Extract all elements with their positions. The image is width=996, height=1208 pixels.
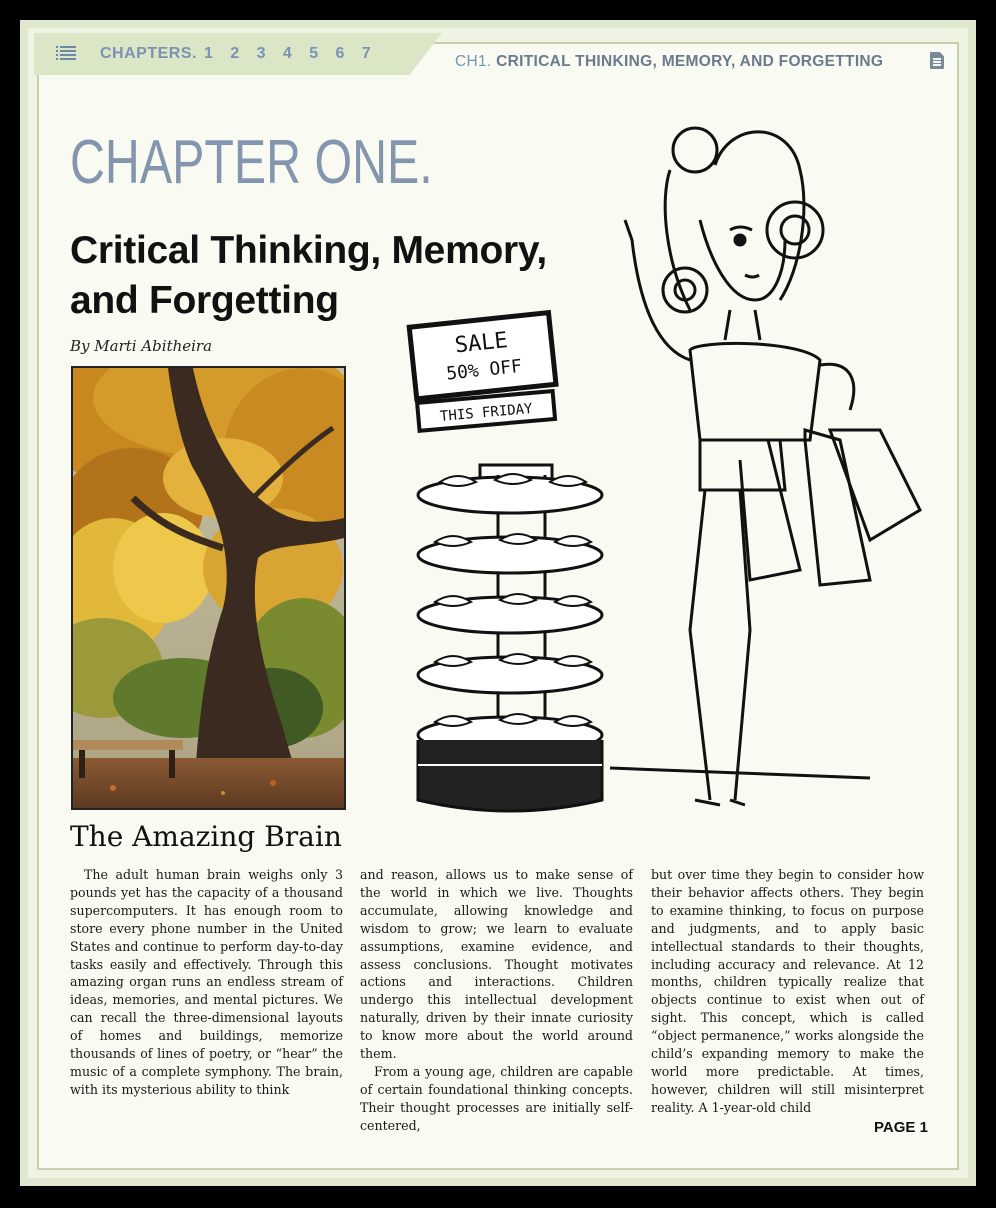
running-head xyxy=(455,53,883,71)
column-3 xyxy=(651,866,924,1117)
sale-sign-line1: SALE xyxy=(453,328,509,359)
shopping-illustration-art xyxy=(400,110,930,830)
chapter-link-4[interactable]: 4 xyxy=(282,45,292,62)
column-2-paragraph-2: From a young age, children are capable of certain foundational thinking concepts. Their thought processes are initially self-centered, xyxy=(360,1063,633,1133)
floor-line xyxy=(610,768,870,778)
column-2-paragraph-1: and reason, allows us to make sense of the world in which we live. Thoughts accumulate, allowing knowledge and wisdom to grow; we learn to evaluate assumptions, examine evidence, and assess conclusions. Thought motivates actions and interactions. Children undergo this intellectual development naturally, driven by their innate curiosity to know more about the world around them. xyxy=(360,867,633,1062)
menu-icon[interactable] xyxy=(56,46,76,60)
page-number: PAGE 1 xyxy=(874,1119,928,1136)
chapter-link-3[interactable]: 3 xyxy=(256,45,266,62)
autumn-tree-photo-art xyxy=(73,368,344,808)
chapter-link-2[interactable]: 2 xyxy=(230,45,240,62)
column-2 xyxy=(360,866,633,1135)
byline: By Marti Abitheira xyxy=(70,337,213,355)
chapter-link-1[interactable]: 1 xyxy=(204,45,213,62)
chapters-label: CHAPTERS. xyxy=(100,45,197,62)
column-3-paragraph: but over time they begin to consider how their behavior affects others. They begin to examine thinking, to focus on purpose and judgments, and to apply basic intellectual standards to their thoughts, including accuracy and relevance. At 12 months, children typically realize that objects continue to exist when out of sight. This concept, which is called “object permanence,” works alongside the child’s expanding memory to make the world more predictable. At times, however, children will still misinterpret reality. A 1-year-old child xyxy=(651,867,924,1115)
article-title: Critical Thinking, Memory, and Forgetting xyxy=(70,229,547,322)
sale-sign-line2: 50% OFF xyxy=(445,355,523,385)
autumn-tree-photo xyxy=(71,366,346,810)
running-head-title: CRITICAL THINKING, MEMORY, AND FORGETTING xyxy=(496,53,884,70)
shoe-display-tower xyxy=(418,465,602,811)
section-heading: The Amazing Brain xyxy=(70,820,342,853)
document-icon[interactable] xyxy=(930,52,944,69)
running-head-prefix: CH1. xyxy=(455,53,492,70)
sale-sign-line3: THIS FRIDAY xyxy=(439,400,534,425)
chapter-link-6[interactable]: 6 xyxy=(335,45,345,62)
woman-figure xyxy=(625,128,920,805)
shopping-illustration xyxy=(400,110,930,830)
chapter-link-7[interactable]: 7 xyxy=(361,45,371,62)
column-1 xyxy=(70,866,343,1099)
column-1-paragraph: The adult human brain weighs only 3 pounds yet has the capacity of a thousand supercomputers. It has enough room to store every phone number in the United States and continue to perform day-to-day tasks easily and effectively. Through this amazing organ runs an endless stream of ideas, memories, and mental pictures. We can recall the three-dimensional layouts of homes and buildings, memorize thousands of lines of poetry, or “hear” the music of a complete symphony. The brain, with its mysterious ability to think xyxy=(70,867,343,1097)
chapter-links xyxy=(204,45,388,63)
chapter-label: CHAPTER ONE. xyxy=(70,128,433,197)
sale-sign xyxy=(409,313,556,399)
chapter-link-5[interactable]: 5 xyxy=(309,45,319,62)
